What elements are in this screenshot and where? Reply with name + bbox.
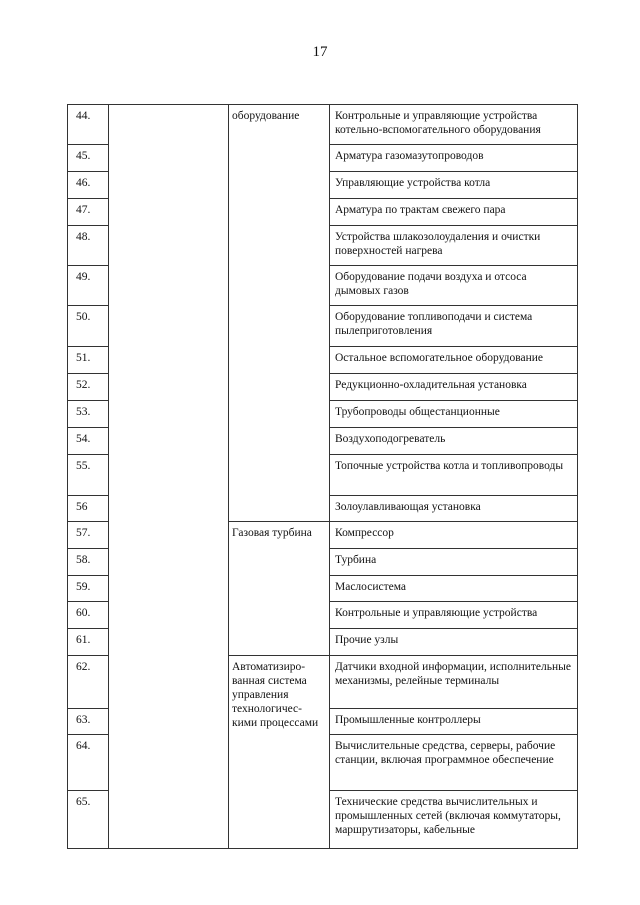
item-cell: Прочие узлы bbox=[330, 629, 578, 656]
blank-column bbox=[109, 105, 229, 849]
item-cell: Технические средства вычислительных и промышленных сетей (включая коммутаторы, маршрутизаторы, кабельные bbox=[330, 791, 578, 849]
row-number: 54. bbox=[68, 428, 109, 455]
item-cell: Датчики входной информации, исполнительные механизмы, релейные терминалы bbox=[330, 656, 578, 709]
page-number: 17 bbox=[312, 44, 328, 60]
row-number: 64. bbox=[68, 735, 109, 791]
item-cell: Контрольные и управляющие устройства bbox=[330, 602, 578, 629]
item-cell: Маслосистема bbox=[330, 576, 578, 602]
row-number: 65. bbox=[68, 791, 109, 849]
row-number: 50. bbox=[68, 306, 109, 347]
item-cell: Арматура газомазутопроводов bbox=[330, 145, 578, 172]
item-cell: Оборудование топливоподачи и система пылеприготовления bbox=[330, 306, 578, 347]
category-cell: оборудование bbox=[229, 105, 330, 522]
item-cell: Турбина bbox=[330, 549, 578, 576]
row-number: 59. bbox=[68, 576, 109, 602]
item-cell: Воздухоподогреватель bbox=[330, 428, 578, 455]
item-cell: Арматура по трактам свежего пара bbox=[330, 199, 578, 226]
item-cell: Промышленные контроллеры bbox=[330, 709, 578, 735]
row-number: 46. bbox=[68, 172, 109, 199]
row-number: 56 bbox=[68, 496, 109, 522]
item-cell: Золоулавливающая установка bbox=[330, 496, 578, 522]
item-cell: Контрольные и управляющие устройства котельно-вспомогательного оборудования bbox=[330, 105, 578, 145]
table-row bbox=[68, 105, 578, 145]
category-cell: Автоматизиро-ванная система управления технологичес-кими процессами bbox=[229, 656, 330, 849]
row-number: 48. bbox=[68, 226, 109, 266]
row-number: 51. bbox=[68, 347, 109, 374]
item-cell: Топочные устройства котла и топливопроводы bbox=[330, 455, 578, 496]
item-cell: Вычислительные средства, серверы, рабочие станции, включая программное обеспечение bbox=[330, 735, 578, 791]
row-number: 44. bbox=[68, 105, 109, 145]
row-number: 55. bbox=[68, 455, 109, 496]
item-cell: Оборудование подачи воздуха и отсоса дымовых газов bbox=[330, 266, 578, 306]
row-number: 57. bbox=[68, 522, 109, 549]
row-number: 47. bbox=[68, 199, 109, 226]
category-cell: Газовая турбина bbox=[229, 522, 330, 656]
row-number: 49. bbox=[68, 266, 109, 306]
equipment-table bbox=[67, 104, 578, 849]
item-cell: Управляющие устройства котла bbox=[330, 172, 578, 199]
row-number: 45. bbox=[68, 145, 109, 172]
item-cell: Устройства шлакозолоудаления и очистки поверхностей нагрева bbox=[330, 226, 578, 266]
item-cell: Трубопроводы общестанционные bbox=[330, 401, 578, 428]
row-number: 62. bbox=[68, 656, 109, 709]
row-number: 63. bbox=[68, 709, 109, 735]
row-number: 61. bbox=[68, 629, 109, 656]
row-number: 53. bbox=[68, 401, 109, 428]
row-number: 58. bbox=[68, 549, 109, 576]
item-cell: Редукционно-охладительная установка bbox=[330, 374, 578, 401]
item-cell: Остальное вспомогательное оборудование bbox=[330, 347, 578, 374]
row-number: 60. bbox=[68, 602, 109, 629]
item-cell: Компрессор bbox=[330, 522, 578, 549]
row-number: 52. bbox=[68, 374, 109, 401]
